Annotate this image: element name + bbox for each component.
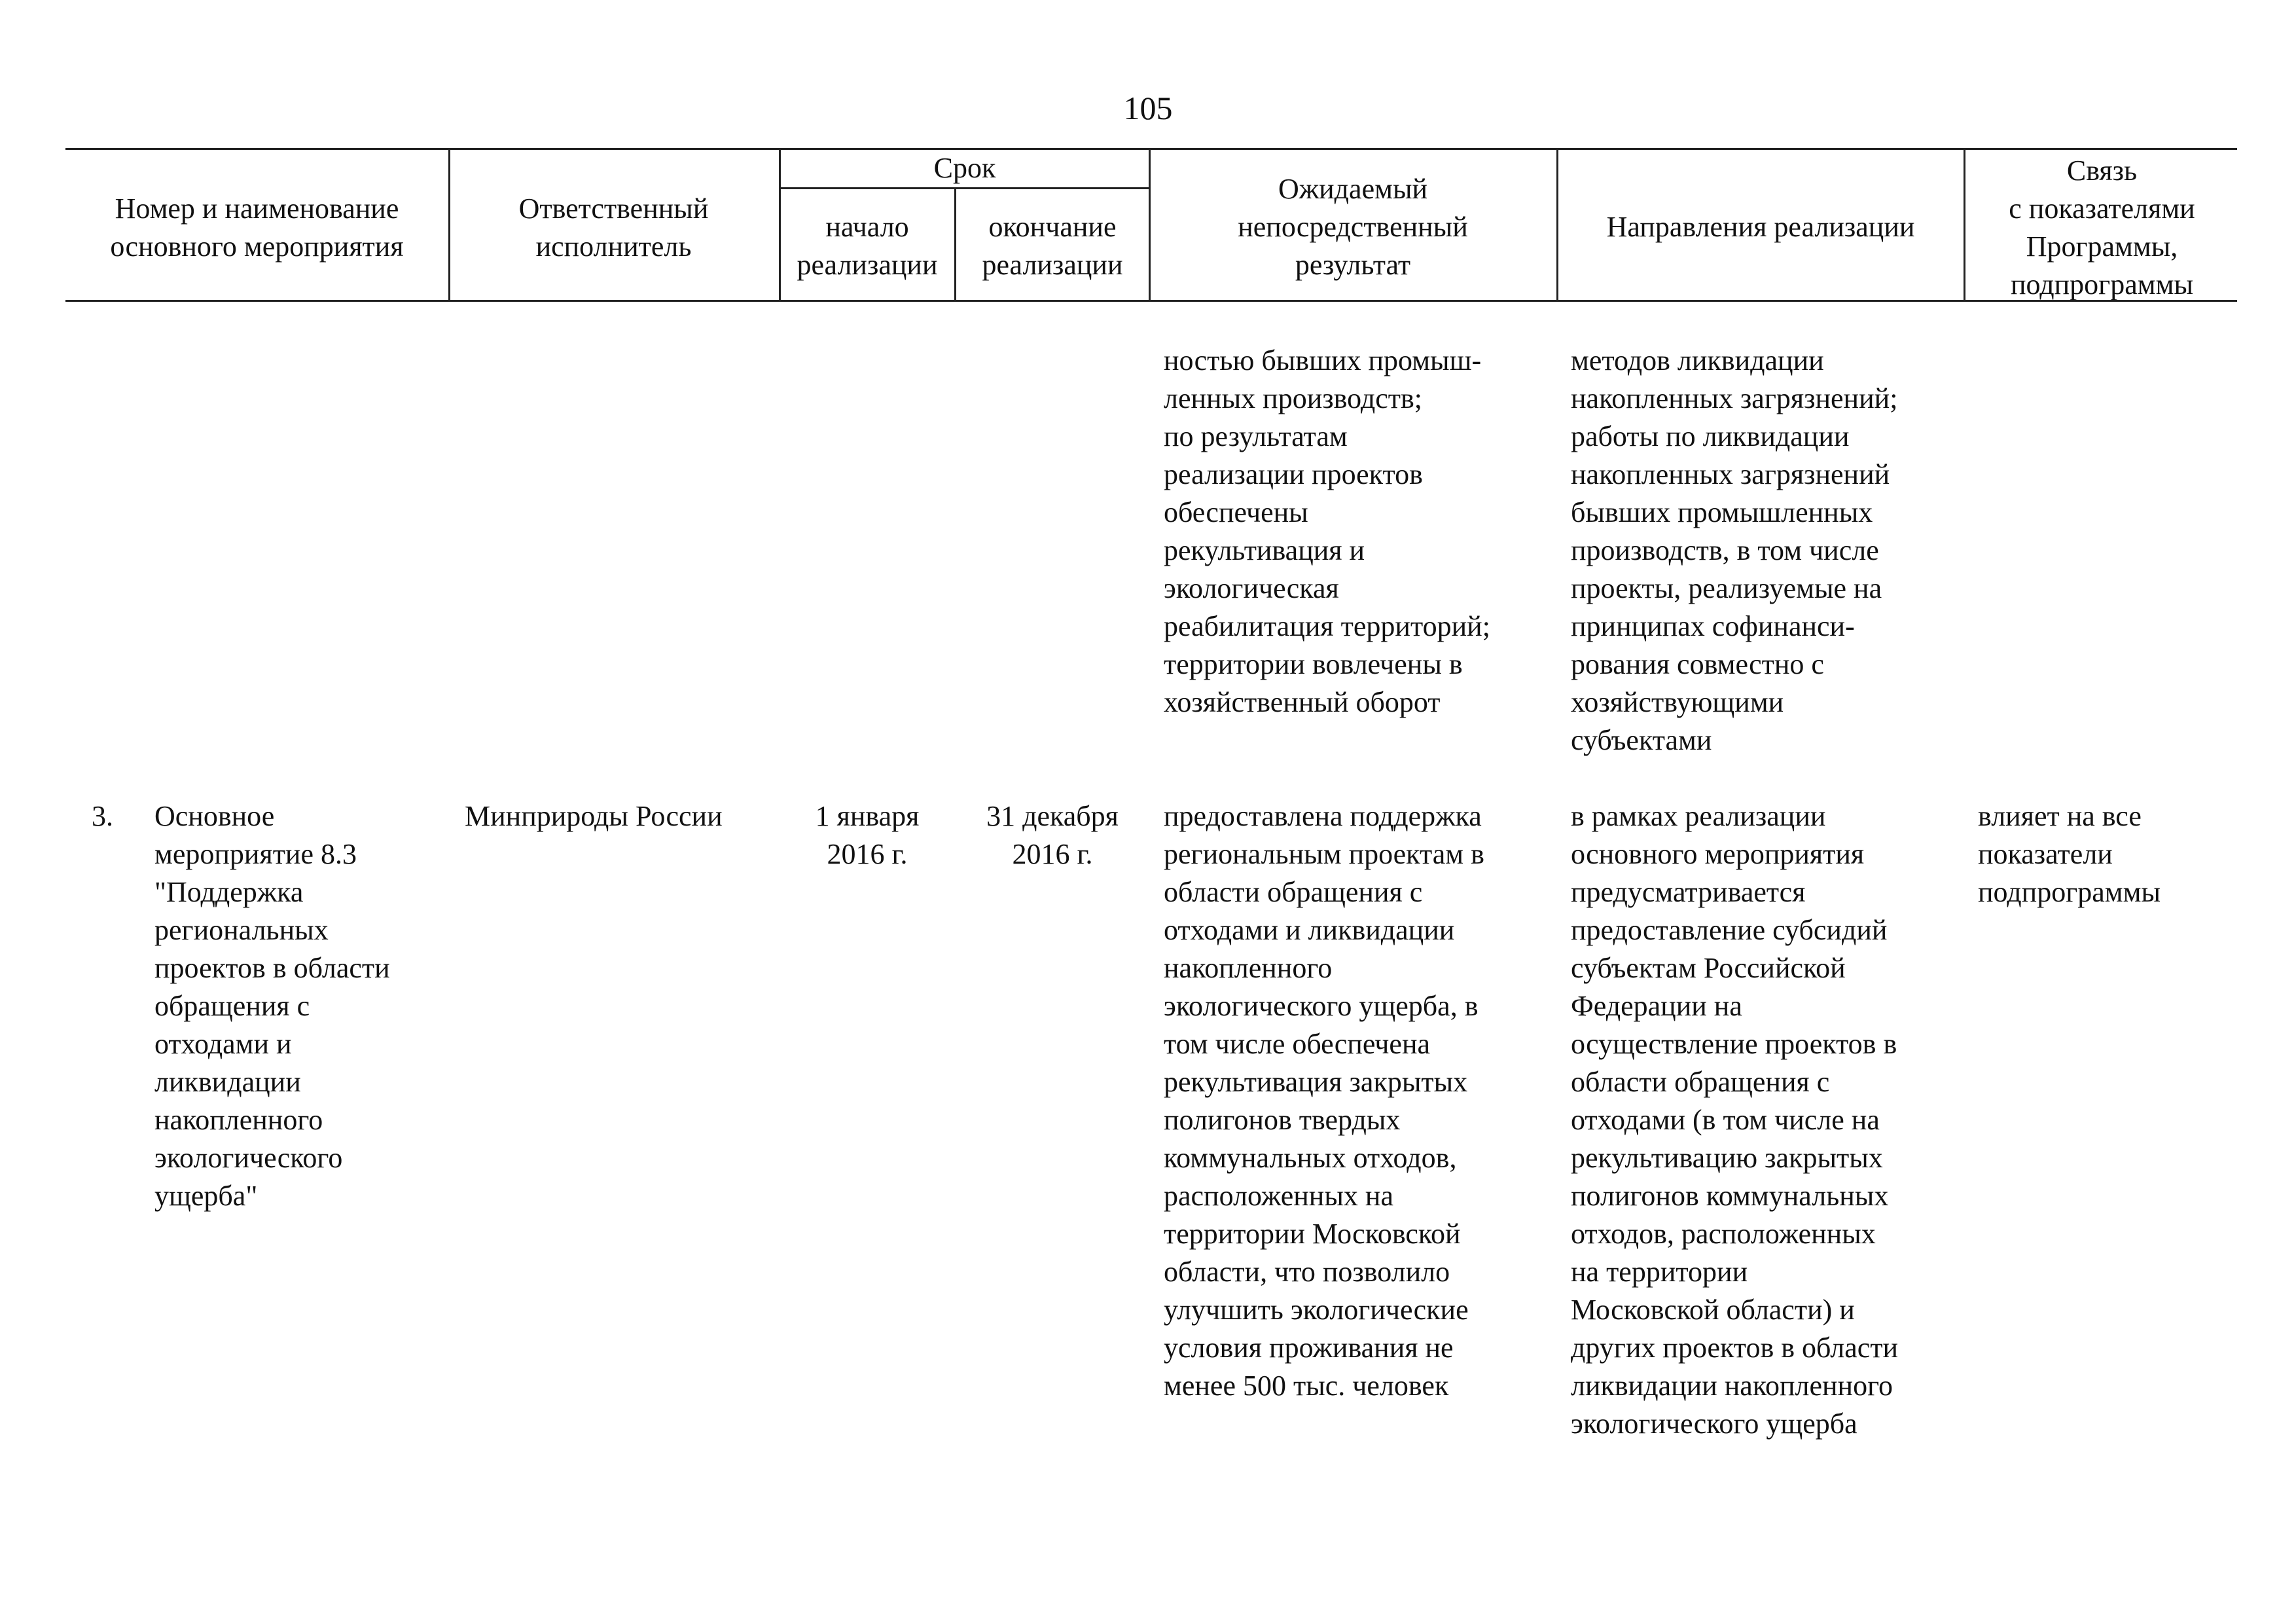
header-srok: Срок bbox=[933, 152, 996, 184]
header-directions: Направления реализации bbox=[1606, 211, 1915, 243]
page-number: 105 bbox=[1123, 90, 1173, 126]
header-expected-result: Ожидаемый непосредственный результат bbox=[1238, 173, 1468, 281]
table-header-bottom-rule bbox=[65, 300, 2237, 302]
continuation-direction: методов ликвидации накопленных загрязнений; работы по ликвидации накопленных загрязнений бывших промышленных производств, в том числе проекты, реализуемые на принципах софинанси- рования совместно с хозяйствующими субъектами bbox=[1571, 344, 1898, 756]
header-divider-6 bbox=[1964, 148, 1965, 302]
header-divider-1 bbox=[448, 148, 450, 302]
header-executor: Ответственный исполнитель bbox=[518, 192, 709, 263]
row-link-indicators: влияет на все показатели подпрограммы bbox=[1978, 800, 2161, 908]
row-end-date: 31 декабря 2016 г. bbox=[986, 800, 1119, 870]
row-expected-result: предоставлена поддержка региональным проектам в области обращения с отходами и ликвидации накопленного экологического ущерба, в том числе обеспечена рекультивация закрытых полигонов твердых коммунальных отходов, расположенных на территории Московской области, что позволило улучшить экологические условия проживания не менее 500 тыс. человек bbox=[1164, 800, 1484, 1402]
header-start: начало реализации bbox=[797, 211, 938, 281]
header-end: окончание реализации bbox=[982, 211, 1123, 281]
row-start-date: 1 января 2016 г. bbox=[815, 800, 920, 870]
table-top-rule bbox=[65, 148, 2237, 150]
header-divider-4 bbox=[1149, 148, 1151, 302]
header-divider-3 bbox=[954, 187, 956, 302]
row-number: 3. bbox=[92, 800, 113, 832]
continuation-result: ностью бывших промыш- ленных производств; по результатам реализации проектов обеспечены рекультивация и экологическая реабилитация территорий; территории вовлечены в хозяйственный оборот bbox=[1164, 344, 1490, 718]
row-directions: в рамках реализации основного мероприятия предусматривается предоставление субсидий субъектам Российской Федерации на осуществление проектов в области обращения с отходами (в том числе на рекультивацию закрытых полигонов коммунальных отходов, расположенных на территории Московской области) и других проектов в области ликвидации накопленного экологического ущерба bbox=[1571, 800, 1899, 1440]
header-event-name: Номер и наименование основного мероприятия bbox=[110, 192, 404, 263]
header-link-indicators: Связь с показателями Программы, подпрограммы bbox=[2009, 155, 2195, 301]
row-event-name: Основное мероприятие 8.3 "Поддержка региональных проектов в области обращения с отходами и ликвидации накопленного экологического ущерба" bbox=[154, 800, 390, 1212]
header-divider-5 bbox=[1556, 148, 1558, 302]
srok-subheader-rule bbox=[779, 187, 1149, 189]
row-executor: Минприроды России bbox=[465, 800, 723, 832]
